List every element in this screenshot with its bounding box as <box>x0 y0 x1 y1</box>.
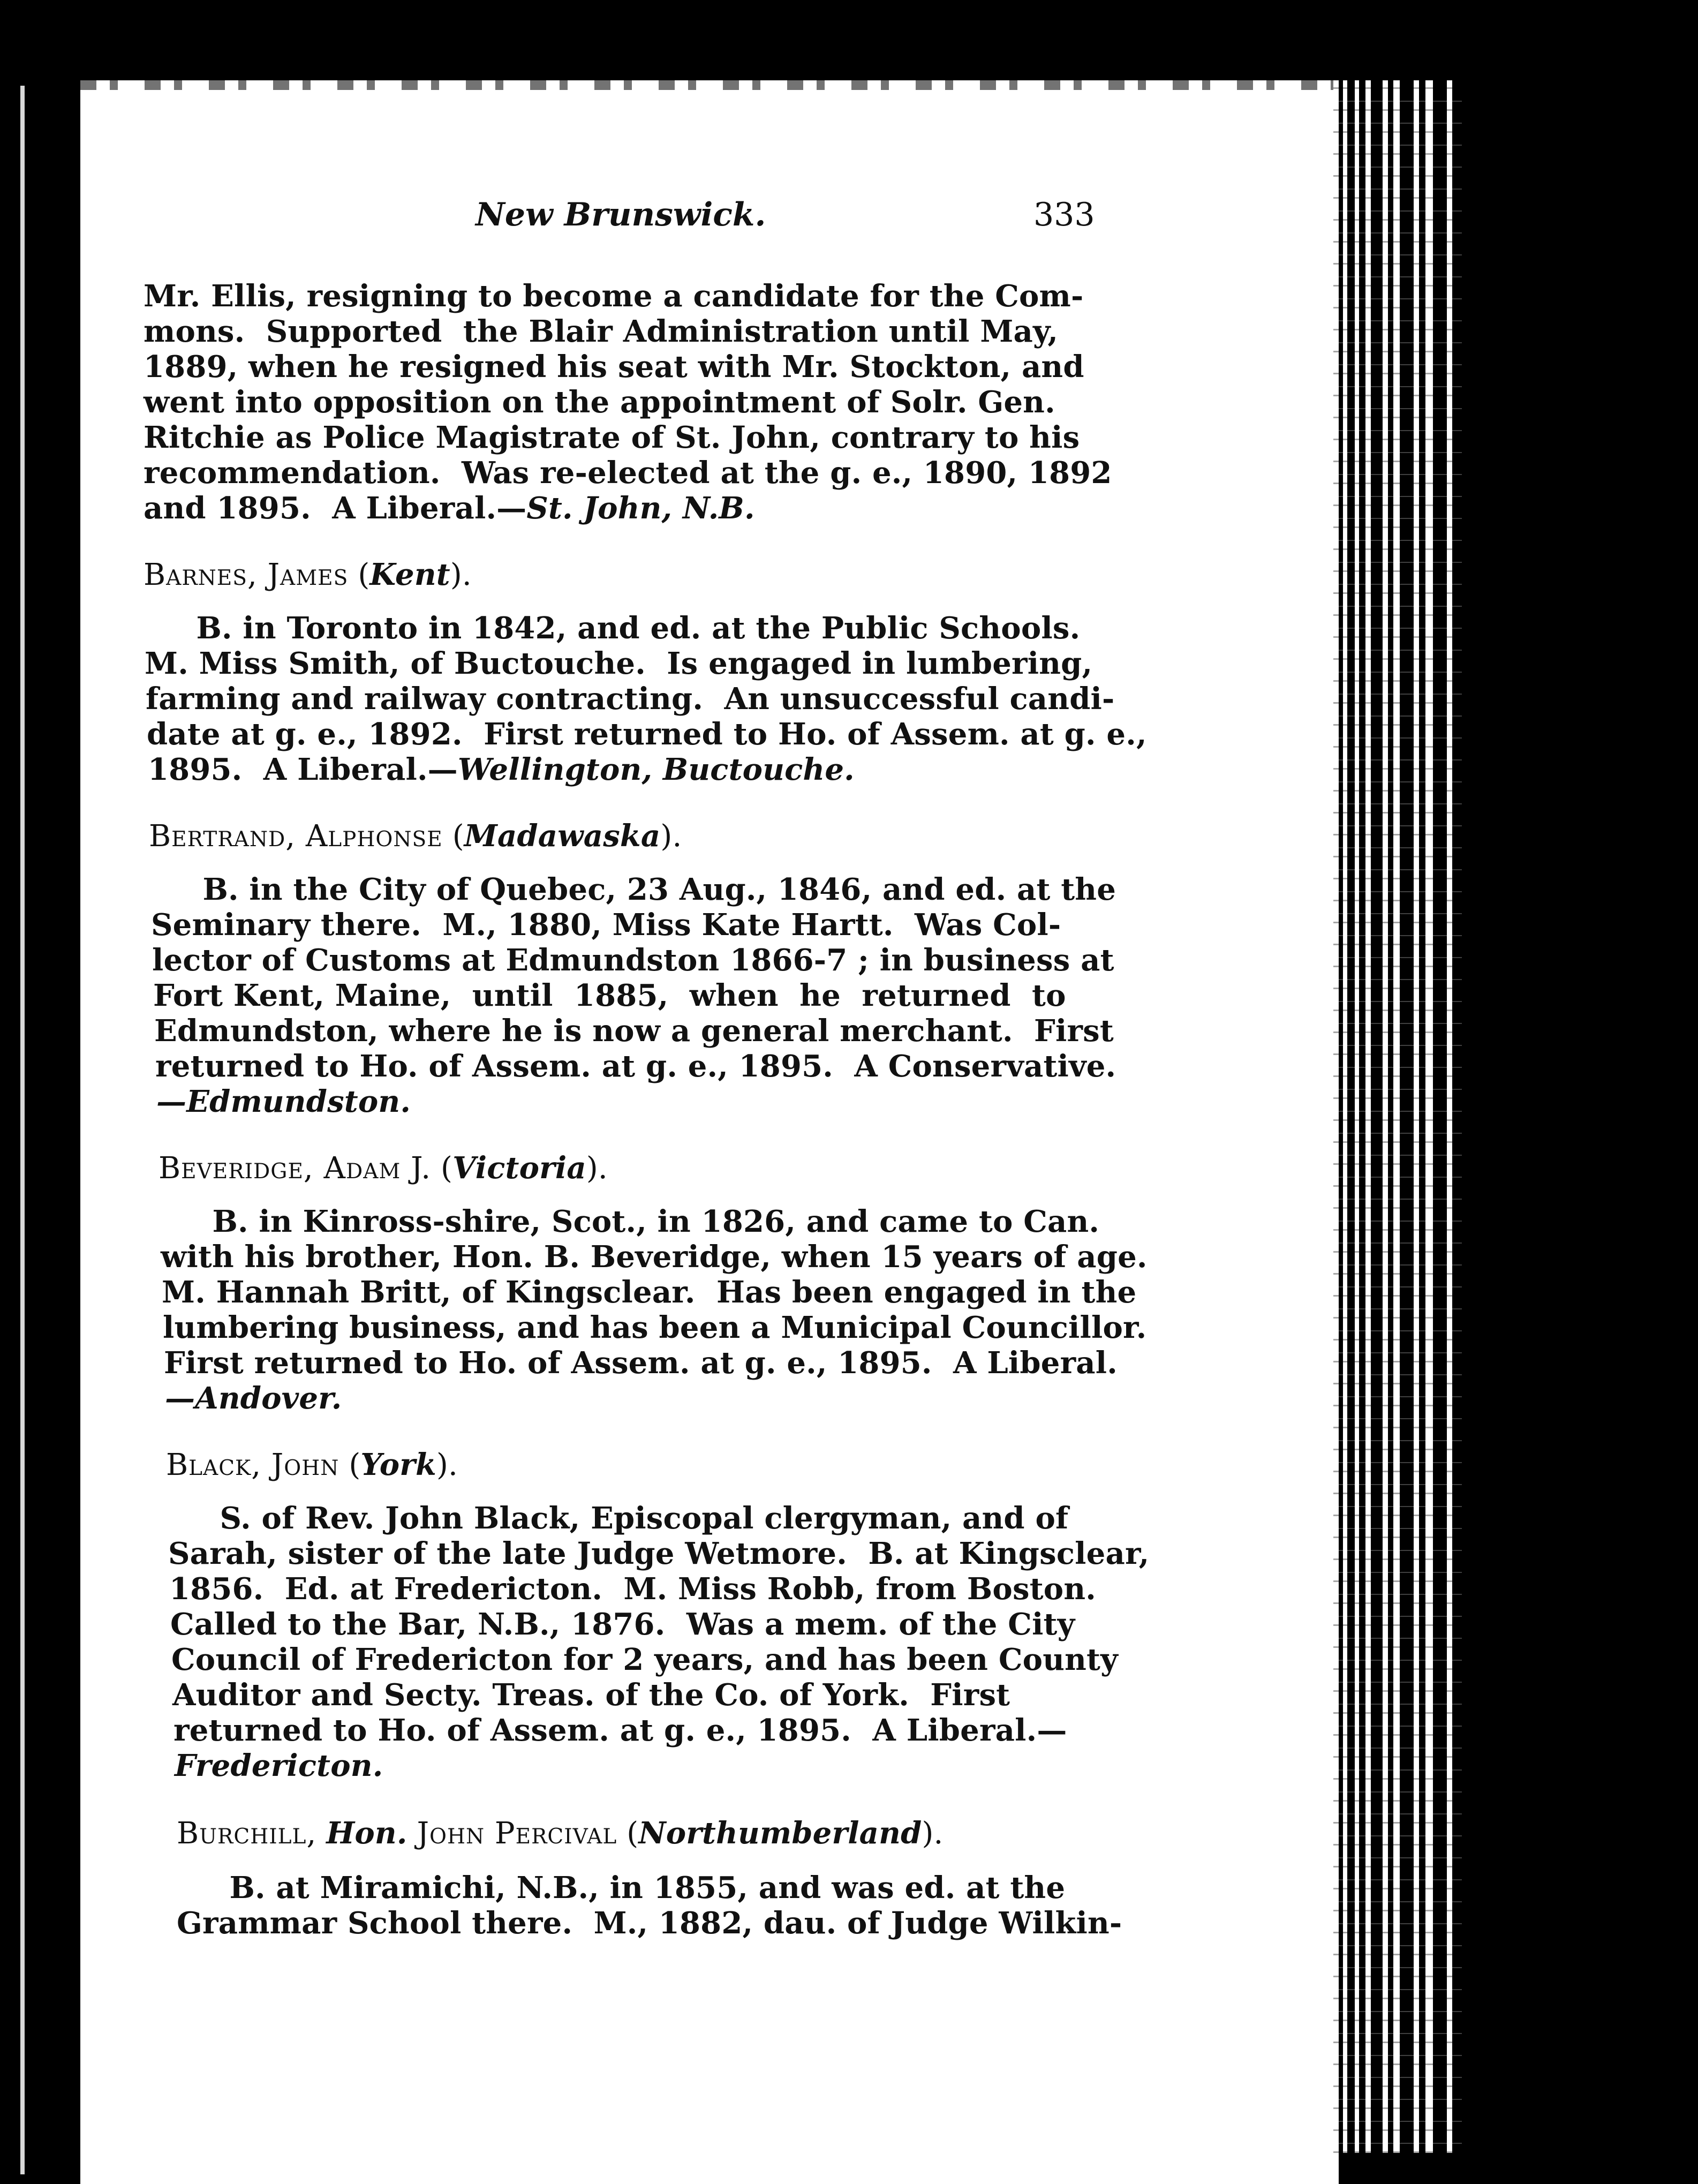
line-text: with his brother, Hon. B. Beveridge, when 15 years of age. <box>161 1239 1148 1275</box>
line-text: Council of Fredericton for 2 years, and has been County <box>171 1642 1118 1677</box>
text-line <box>144 349 1084 385</box>
line-text: Called to the Bar, N.B., 1876. Was a mem. of the City <box>170 1607 1075 1642</box>
text-line <box>154 1013 1114 1049</box>
page-number: 333 <box>1033 196 1095 234</box>
line-text: 1856. Ed. at Fredericton. M. Miss Robb, from Boston. <box>169 1571 1096 1607</box>
text-line <box>171 1642 1118 1677</box>
text-line <box>146 681 1114 717</box>
text-line <box>160 1204 1099 1239</box>
line-text: Auditor and Secty. Treas. of the Co. of York. First <box>172 1677 1010 1713</box>
line-text: B. at Miramichi, N.B., in 1855, and was ed. at the <box>177 1870 1066 1906</box>
text-line <box>168 1536 1149 1571</box>
member-name: Barnes, James <box>144 558 349 592</box>
riding-name: Madawaska <box>464 818 661 854</box>
line-text: farming and railway contracting. An unsuccessful candi- <box>146 681 1115 717</box>
line-text: returned to Ho. of Assem. at g. e., 1895. A Conservative. <box>155 1049 1116 1084</box>
entry-heading: Bertrand, Alphonse (Madawaska). <box>149 818 682 854</box>
text-line <box>144 385 1055 420</box>
text-line <box>170 1607 1075 1642</box>
text-line <box>172 1677 1010 1713</box>
address-italic: Fredericton. <box>175 1748 383 1783</box>
line-text: date at g. e., 1892. First returned to Ho. of Assem. at g. e., <box>147 717 1147 752</box>
address-italic: —Andover. <box>165 1381 342 1416</box>
line-text: M. Hannah Britt, of Kingsclear. Has been engaged in the <box>162 1275 1137 1310</box>
member-name: Burchill, <box>177 1816 317 1851</box>
text-line <box>167 1501 1068 1536</box>
entry-heading: Black, John (York). <box>166 1447 458 1482</box>
text-line <box>144 278 1083 314</box>
line-text: M. Miss Smith, of Buctouche. Is engaged in lumbering, <box>145 646 1093 681</box>
entry-heading: Barnes, James (Kent). <box>144 557 472 592</box>
text-line <box>163 1310 1146 1345</box>
line-text: 1889, when he resigned his seat with Mr. Stockton, and <box>144 349 1084 385</box>
entry-heading: Beveridge, Adam J. (Victoria). <box>159 1150 608 1186</box>
address-italic: St. John, N.B. <box>526 491 755 526</box>
line-text: Sarah, sister of the late Judge Wetmore. B. at Kingsclear, <box>168 1536 1150 1571</box>
line-text: returned to Ho. of Assem. at g. e., 1895. A Liberal.— <box>173 1713 1067 1748</box>
text-line <box>177 1870 1065 1906</box>
line-text: Seminary there. M., 1880, Miss Kate Hartt. Was Col- <box>151 907 1061 943</box>
running-head: New Brunswick. <box>476 196 766 234</box>
text-line <box>175 1748 383 1783</box>
text-line <box>151 907 1061 943</box>
text-line <box>173 1713 1067 1748</box>
text-line <box>155 1049 1116 1084</box>
text-line <box>162 1275 1136 1310</box>
page-header <box>145 196 1108 250</box>
line-text: went into opposition on the appointment of Solr. Gen. <box>144 385 1055 420</box>
member-name: Bertrand, Alphonse <box>149 819 443 854</box>
member-name: Beveridge, Adam J. <box>159 1151 432 1186</box>
text-line <box>169 1571 1096 1607</box>
riding-name: Northumberland <box>638 1816 922 1851</box>
line-text: recommendation. Was re-elected at the g. e., 1890, 1892 <box>144 455 1112 491</box>
member-name: Black, John <box>166 1448 339 1482</box>
riding-name: Victoria <box>452 1150 586 1186</box>
text-line <box>177 1906 1122 1941</box>
line-text: B. in Kinross-shire, Scot., in 1826, and came to Can. <box>160 1204 1100 1239</box>
line-text: 1895. A Liberal.— <box>148 752 458 787</box>
address-italic: Wellington, Buctouche. <box>457 752 855 787</box>
line-text: Edmundston, where he is now a general merchant. First <box>154 1013 1114 1049</box>
line-text: and 1895. A Liberal.— <box>144 491 527 526</box>
address-italic: —Edmundston. <box>156 1084 411 1119</box>
line-text: lumbering business, and has been a Municipal Councillor. <box>163 1310 1147 1345</box>
text-line <box>161 1239 1148 1275</box>
text-line <box>144 491 755 526</box>
line-text: lector of Customs at Edmundston 1866-7 ; in business at <box>152 943 1114 978</box>
line-text: Grammar School there. M., 1882, dau. of Judge Wilkin- <box>177 1906 1122 1941</box>
line-text: Fort Kent, Maine, until 1885, when he returned to <box>153 978 1066 1013</box>
entry-heading: Burchill, Hon. John Percival (Northumberland). <box>177 1816 944 1851</box>
text-line <box>156 1084 411 1119</box>
text-line <box>150 872 1116 907</box>
line-text: B. in Toronto in 1842, and ed. at the Public Schools. <box>144 611 1081 646</box>
text-line <box>144 420 1080 455</box>
text-line <box>153 978 1066 1013</box>
line-text: Ritchie as Police Magistrate of St. John, contrary to his <box>144 420 1080 455</box>
member-name-continued: John Percival <box>417 1816 617 1851</box>
line-text: First returned to Ho. of Assem. at g. e., 1895. A Liberal. <box>164 1345 1118 1381</box>
riding-name: Kent <box>369 557 450 592</box>
line-text: mons. Supported the Blair Administration until May, <box>144 314 1059 349</box>
text-line <box>144 455 1112 491</box>
text-line <box>165 1381 342 1416</box>
text-line <box>145 646 1092 681</box>
text-line <box>144 611 1080 646</box>
text-line <box>148 752 855 787</box>
line-text: B. in the City of Quebec, 23 Aug., 1846, and ed. at the <box>150 872 1116 907</box>
line-text: Mr. Ellis, resigning to become a candidate for the Com- <box>144 278 1084 314</box>
line-text: S. of Rev. John Black, Episcopal clergyman, and of <box>167 1501 1069 1536</box>
text-line <box>144 314 1058 349</box>
text-line <box>164 1345 1118 1381</box>
member-title: Hon. <box>326 1816 407 1851</box>
text-line <box>152 943 1114 978</box>
text-line <box>147 717 1147 752</box>
riding-name: York <box>360 1447 436 1482</box>
